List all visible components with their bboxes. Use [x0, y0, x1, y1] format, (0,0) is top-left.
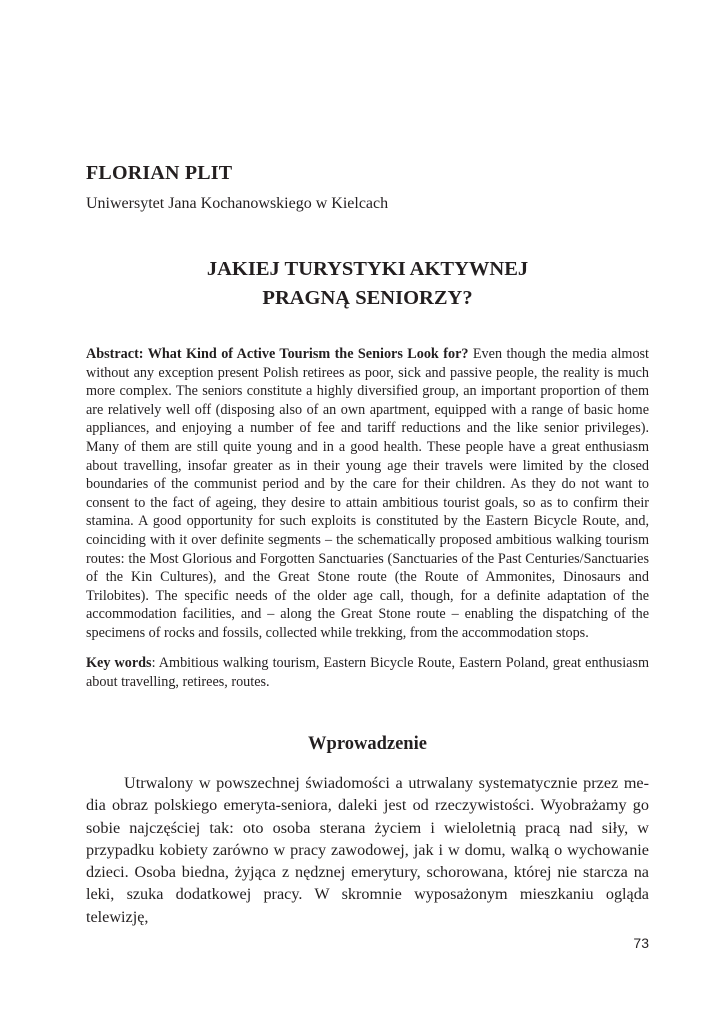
author-name: FLORIAN PLIT — [86, 162, 233, 184]
author-affiliation: Uniwersytet Jana Kochanowskiego w Kielcach — [86, 195, 389, 212]
article-title-line-1: JAKIEJ TURYSTYKI AKTYWNEJ — [206, 258, 529, 280]
section-heading: Wprowadzenie — [308, 734, 427, 754]
abstract-text: Even though the media almost without any exception present Polish retirees as poor, sick and passive people, the reality is much more complex. The seniors constitute a highly diversified group, an important proportion of them are relatively well off (disposing also of an own apartment, equipped with a range of basic home appliances, and enjoying a number of fee and tariff reductions and the like senior privileges). Many of them are still quite young and in a good health. These people have a great enthusiasm about travelling, insofar greater as in their young age their travels were limited by the closed boundaries of the communist period and by the care for their children. As they do not want to consent to the fact of ageing, they desire to attain ambitious tourist goals, so as to confirm their stamina. A good opportunity for such exploits is constituted by the Eastern Bicycle Route, and, coinciding with it over definite segments – the schematically proposed ambitious walking tourism routes: the Most Glorious and Forgotten Sanctuaries (Sanctuaries of the Past Centuries/Sanctuaries of the Kin Cultures), and the Great Stone route (the Route of Ammonites, Dinosaurs and Trilobites). The specific needs of the older age call, though, for a definite adaptation of the accommodation facilities, and – along the Great Stone route – enabling the dispatching of the specimens of rocks and fossils, collected while trekking, from the accommodation stops. — [86, 346, 649, 641]
article-title — [86, 255, 649, 313]
abstract-label: Abstract: What Kind of Active Tourism the Seniors Look for? — [86, 346, 469, 362]
abstract — [86, 345, 649, 643]
keywords-text: : Ambitious walking tourism, Eastern Bicycle Route, Eastern Poland, great enthusiasm about travelling, retirees, routes. — [86, 655, 649, 690]
paper-page — [86, 0, 649, 1024]
page-number: 73 — [633, 935, 649, 951]
article-title-line-2: PRAGNĄ SENIORZY? — [262, 287, 473, 309]
keywords-label: Key words — [86, 655, 152, 671]
keywords — [86, 654, 649, 691]
body-paragraph: Utrwalony w powszechnej świadomości a utrwalany systematycznie przez media obraz polskiego emeryta-seniora, daleki jest od rzeczywistości. Wyobrażamy go sobie najczęściej tak: oto osoba sterana życiem i wieloletnią pracą nad siły, w przypadku kobiety zarówno w pracy zawodowej, jak i w domu, walką o wychowanie dzieci. Osoba biedna, żyjąca z nędznej emerytury, schorowana, której nie starcza na leki, szuka dodatkowej pracy. W skromnie wyposażonym mieszkaniu ogląda telewizję, — [86, 774, 649, 926]
